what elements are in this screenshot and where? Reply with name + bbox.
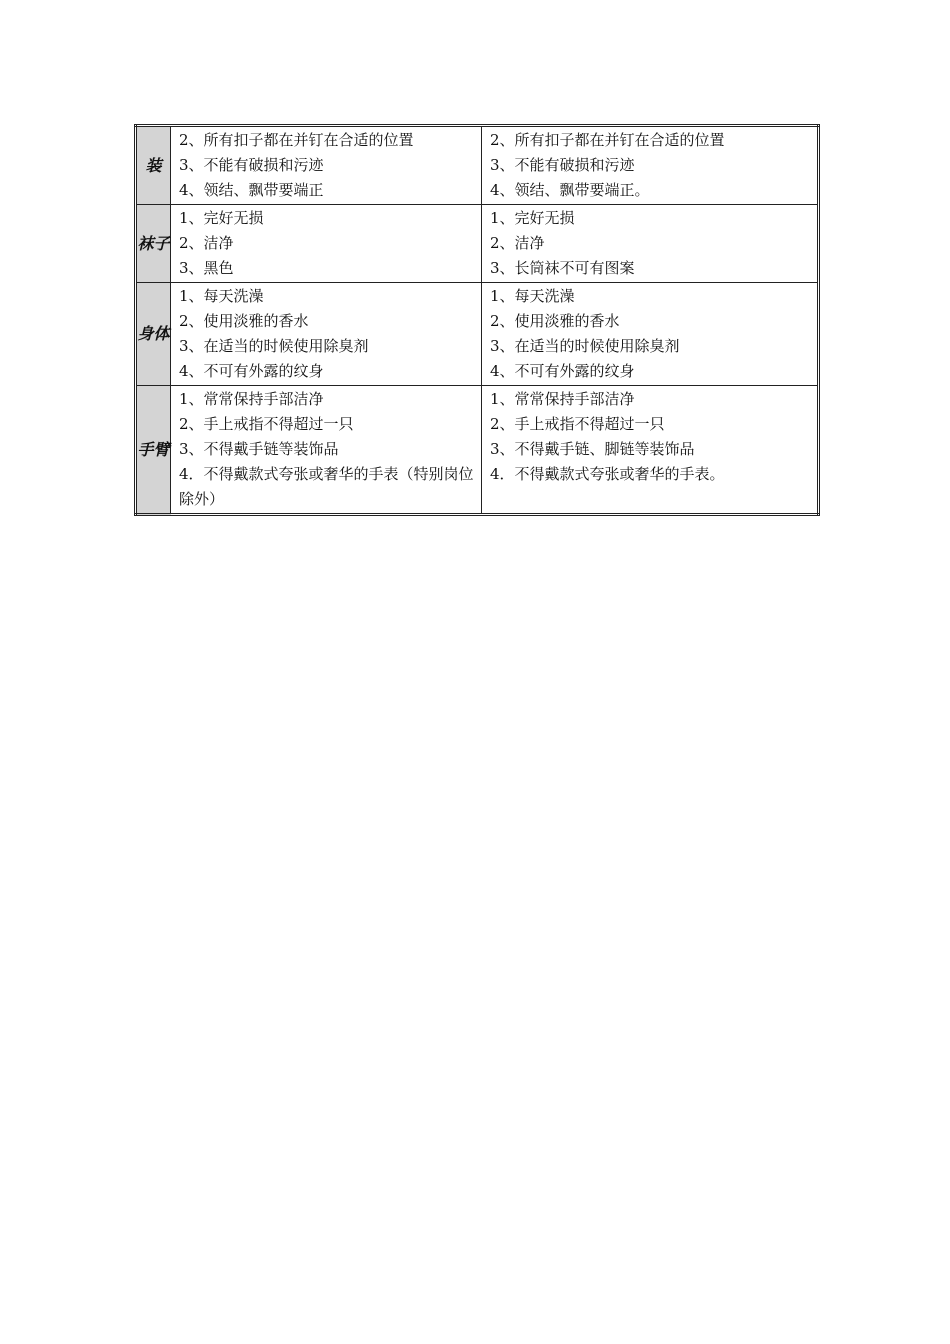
left-column-cell bbox=[171, 283, 482, 386]
right-column-cell bbox=[482, 126, 819, 205]
list-item: 2、洁净 bbox=[490, 234, 545, 252]
list-item: 2、手上戒指不得超过一只 bbox=[179, 415, 354, 433]
list-item: 2、所有扣子都在并钉在合适的位置 bbox=[179, 131, 414, 149]
list-item: 4、领结、飘带要端正。 bbox=[490, 181, 650, 199]
left-column-cell bbox=[171, 386, 482, 515]
list-item: 1、完好无损 bbox=[179, 209, 264, 227]
list-item: 3、在适当的时候使用除臭剂 bbox=[490, 337, 680, 355]
list-item: 3、在适当的时候使用除臭剂 bbox=[179, 337, 369, 355]
list-item: 2、使用淡雅的香水 bbox=[490, 312, 620, 330]
list-item: 1、完好无损 bbox=[490, 209, 575, 227]
list-item: 3、不能有破损和污迹 bbox=[490, 156, 635, 174]
table-row-uniform bbox=[136, 126, 819, 205]
list-item: 1、每天洗澡 bbox=[490, 287, 575, 305]
right-column-cell bbox=[482, 205, 819, 283]
list-item: 4．不得戴款式夸张或奢华的手表（特别岗位除外） bbox=[179, 465, 474, 508]
list-item: 1、常常保持手部洁净 bbox=[490, 390, 635, 408]
table-row-arms bbox=[136, 386, 819, 515]
list-item: 2、使用淡雅的香水 bbox=[179, 312, 309, 330]
left-column-cell bbox=[171, 205, 482, 283]
category-cell: 身体 bbox=[136, 283, 171, 386]
list-item: 4．不得戴款式夸张或奢华的手表。 bbox=[490, 465, 725, 483]
list-item: 4、不可有外露的纹身 bbox=[490, 362, 635, 380]
table-row-socks bbox=[136, 205, 819, 283]
category-cell: 手臂 bbox=[136, 386, 171, 515]
left-column-cell bbox=[171, 126, 482, 205]
list-item: 3、黑色 bbox=[179, 259, 234, 277]
category-cell: 装 bbox=[136, 126, 171, 205]
list-item: 2、手上戒指不得超过一只 bbox=[490, 415, 665, 433]
list-item: 1、每天洗澡 bbox=[179, 287, 264, 305]
list-item: 3、不能有破损和污迹 bbox=[179, 156, 324, 174]
list-item: 1、常常保持手部洁净 bbox=[179, 390, 324, 408]
list-item: 2、所有扣子都在并钉在合适的位置 bbox=[490, 131, 725, 149]
table-row-body bbox=[136, 283, 819, 386]
category-cell: 袜子 bbox=[136, 205, 171, 283]
grooming-standards-table bbox=[134, 124, 820, 516]
right-column-cell bbox=[482, 386, 819, 515]
list-item: 3、不得戴手链等装饰品 bbox=[179, 440, 339, 458]
list-item: 3、不得戴手链、脚链等装饰品 bbox=[490, 440, 695, 458]
right-column-cell bbox=[482, 283, 819, 386]
list-item: 2、洁净 bbox=[179, 234, 234, 252]
list-item: 4、不可有外露的纹身 bbox=[179, 362, 324, 380]
list-item: 4、领结、飘带要端正 bbox=[179, 181, 324, 199]
list-item: 3、长筒袜不可有图案 bbox=[490, 259, 635, 277]
